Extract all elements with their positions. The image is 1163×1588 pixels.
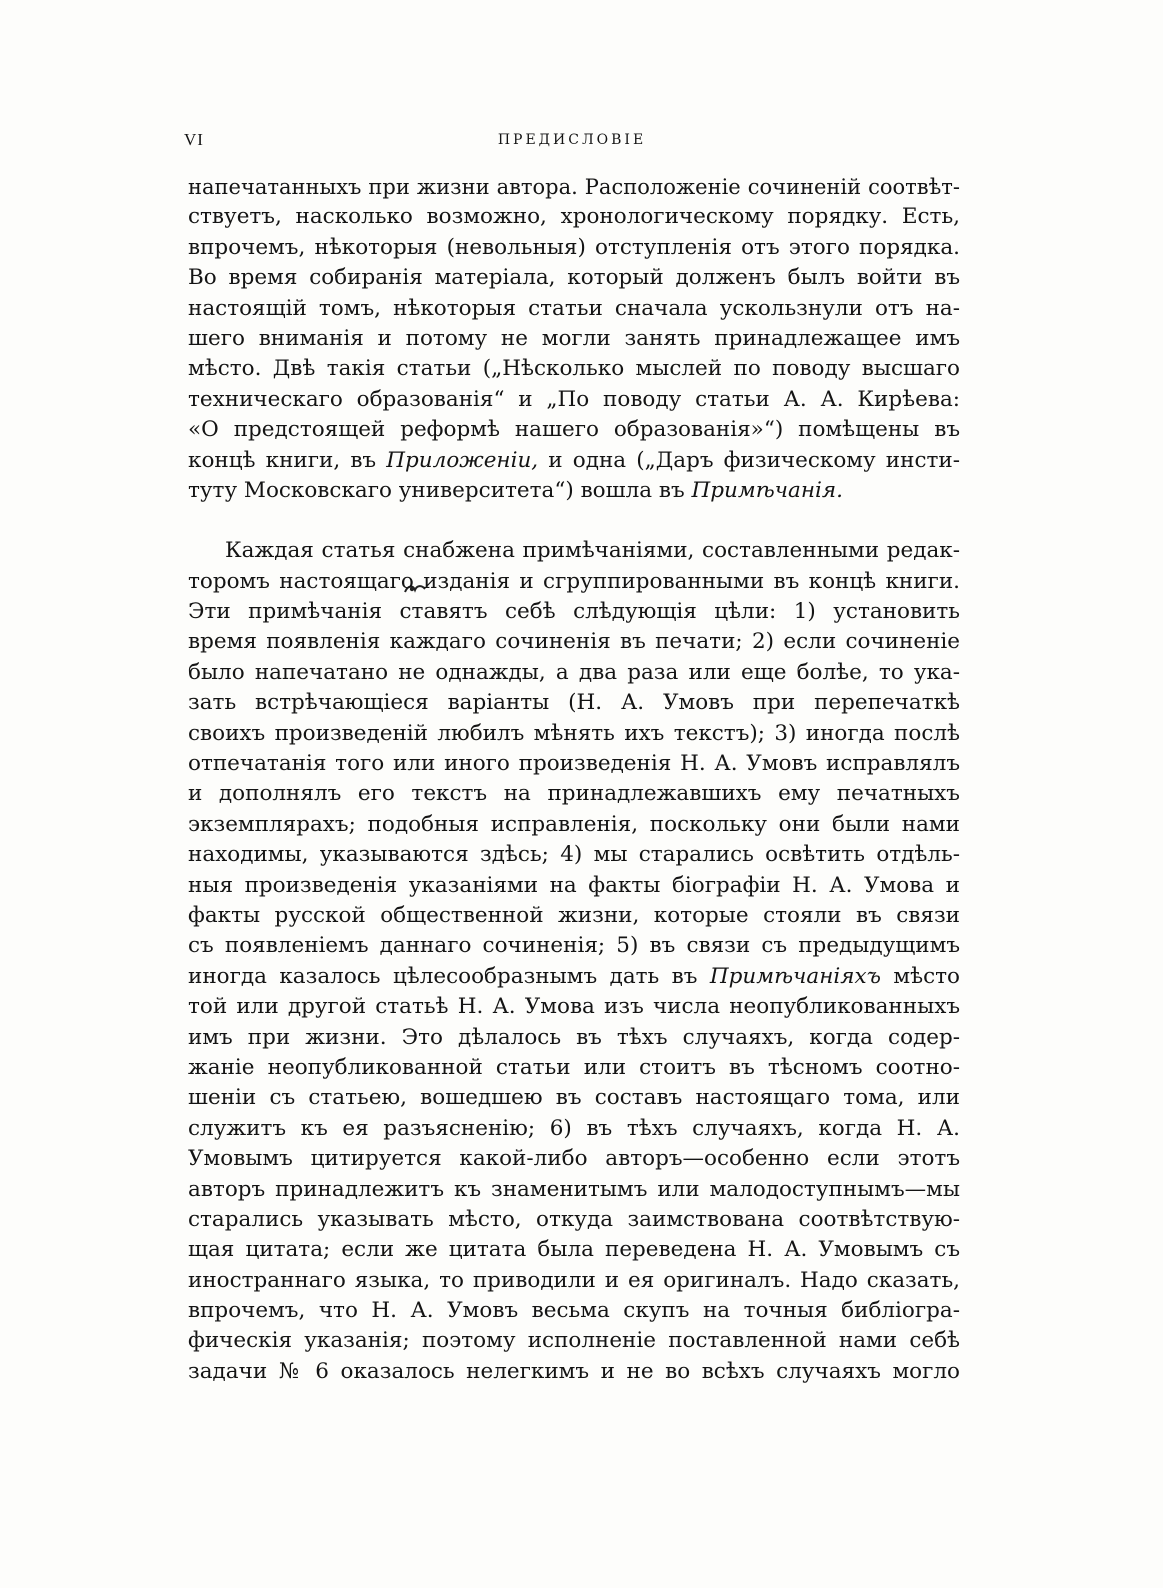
text-line: мѣсто. Двѣ такiя статьи („Нѣсколько мыслей по поводу высшаго [188, 356, 960, 382]
text-line: иностраннаго языка, то приводили и ея оригиналъ. Надо сказать, [188, 1267, 960, 1293]
text-line: жанiе неопубликованной статьи или стоитъ въ тѣсномъ соотно- [188, 1054, 960, 1080]
text-line: авторъ принадлежитъ къ знаменитымъ или малодоступнымъ—мы [188, 1176, 960, 1202]
text-line: щая цитата; если же цитата была переведена Н. А. Умовымъ съ [188, 1237, 960, 1263]
text-run: мѣсто [880, 963, 960, 989]
text-line: Во время собиранiя матерiала, который долженъ былъ войти въ [188, 265, 960, 291]
text-line: отпечатанiя того или иного произведенiя Н. А. Умовъ исправлялъ [188, 751, 960, 777]
text-line: находимы, указываются здѣсь; 4) мы старались освѣтить отдѣль- [188, 842, 960, 868]
text-run: и одна („Даръ физическому инсти- [538, 447, 960, 473]
appendix-reference: Приложенiи, [386, 447, 539, 473]
text-line: время появленiя каждаго сочиненiя въ печати; 2) если сочиненiе [188, 629, 960, 655]
text-line: съ появленiемъ даннаго сочиненiя; 5) въ связи съ предыдущимъ [188, 933, 960, 959]
text-line [188, 962, 960, 992]
paragraph-1 [188, 172, 960, 506]
text-line: ствуетъ, насколько возможно, хронологическому порядку. Есть, [188, 204, 960, 230]
text-line: экземплярахъ; подобныя исправленiя, поскольку они были нами [188, 811, 960, 837]
text-line: старались указывать мѣсто, откуда заимствована соотвѣтствую- [188, 1206, 960, 1232]
text-line: напечатанныхъ при жизни автора. Расположенiе сочиненiй соотвѣт- [188, 175, 960, 199]
text-line: Эти примѣчанiя ставятъ себѣ слѣдующiя цѣли: 1) установить [188, 599, 960, 625]
text-line: шенiи съ статьею, вошедшею въ составъ настоящаго тома, или [188, 1085, 960, 1111]
paragraph-2 [188, 536, 960, 1387]
text-line: Каждая статья снабжена примѣчанiями, составленными редак- [225, 538, 960, 564]
text-line: впрочемъ, нѣкоторыя (невольныя) отступленiя отъ этого порядка. [188, 234, 960, 260]
running-head [184, 130, 960, 154]
text-line: фическiя указанiя; поэтому исполненiе поставленной нами себѣ [188, 1328, 960, 1354]
text-line: впрочемъ, что Н. А. Умовъ весьма скупъ на точныя библiогра- [188, 1298, 960, 1324]
notes-reference: Примѣчанiяхъ [709, 963, 881, 989]
text-line: той или другой статьѣ Н. А. Умова изъ числа неопубликованныхъ [188, 994, 960, 1020]
text-line: своихъ произведенiй любилъ мѣнять ихъ текстъ); 3) иногда послѣ [188, 720, 960, 746]
body-text [188, 172, 960, 1387]
text-run: туту Московскаго университета“) вошла въ [188, 477, 692, 503]
text-line: торомъ настоящаго изданiя и сгруппированными въ концѣ книги. [188, 568, 960, 594]
text-line: зать встрѣчающiеся варiанты (Н. А. Умовъ при перепечаткѣ [188, 690, 960, 716]
text-line [188, 476, 960, 506]
notes-reference: Примѣчанiя. [691, 477, 843, 503]
text-run: концѣ книги, въ [188, 447, 387, 473]
text-line: было напечатано не однажды, а два раза или еще болѣе, то ука- [188, 659, 960, 685]
text-line: «О предстоящей реформѣ нашего образованiя»“) помѣщены въ [188, 417, 960, 443]
text-line: и дополнялъ его текстъ на принадлежавшихъ ему печатныхъ [188, 781, 960, 807]
text-line: ныя произведенiя указанiями на факты бiографiи Н. А. Умова и [188, 872, 960, 898]
text-line: техническаго образованiя“ и „По поводу статьи А. А. Кирѣева: [188, 386, 960, 412]
text-run: иногда казалось цѣлесообразнымъ дать въ [188, 963, 710, 989]
text-line [188, 446, 960, 476]
text-line: имъ при жизни. Это дѣлалось въ тѣхъ случаяхъ, когда содер- [188, 1024, 960, 1050]
running-title: ПРЕДИСЛОВIE [497, 132, 647, 148]
page-number: VI [184, 130, 204, 149]
text-line: шего вниманiя и потому не могли занять принадлежащее имъ [188, 325, 960, 351]
text-line: факты русской общественной жизни, которые стояли въ связи [188, 902, 960, 928]
text-line: служитъ къ ея разъясненiю; 6) въ тѣхъ случаяхъ, когда Н. А. [188, 1115, 960, 1141]
text-line: Умовымъ цитируется какой-либо авторъ—особенно если этотъ [188, 1146, 960, 1172]
text-line: задачи № 6 оказалось нелегкимъ и не во всѣхъ случаяхъ могло [188, 1358, 960, 1384]
paragraph-gap [188, 506, 960, 536]
text-line: настоящiй томъ, нѣкоторыя статьи сначала ускользнули отъ на- [188, 295, 960, 321]
